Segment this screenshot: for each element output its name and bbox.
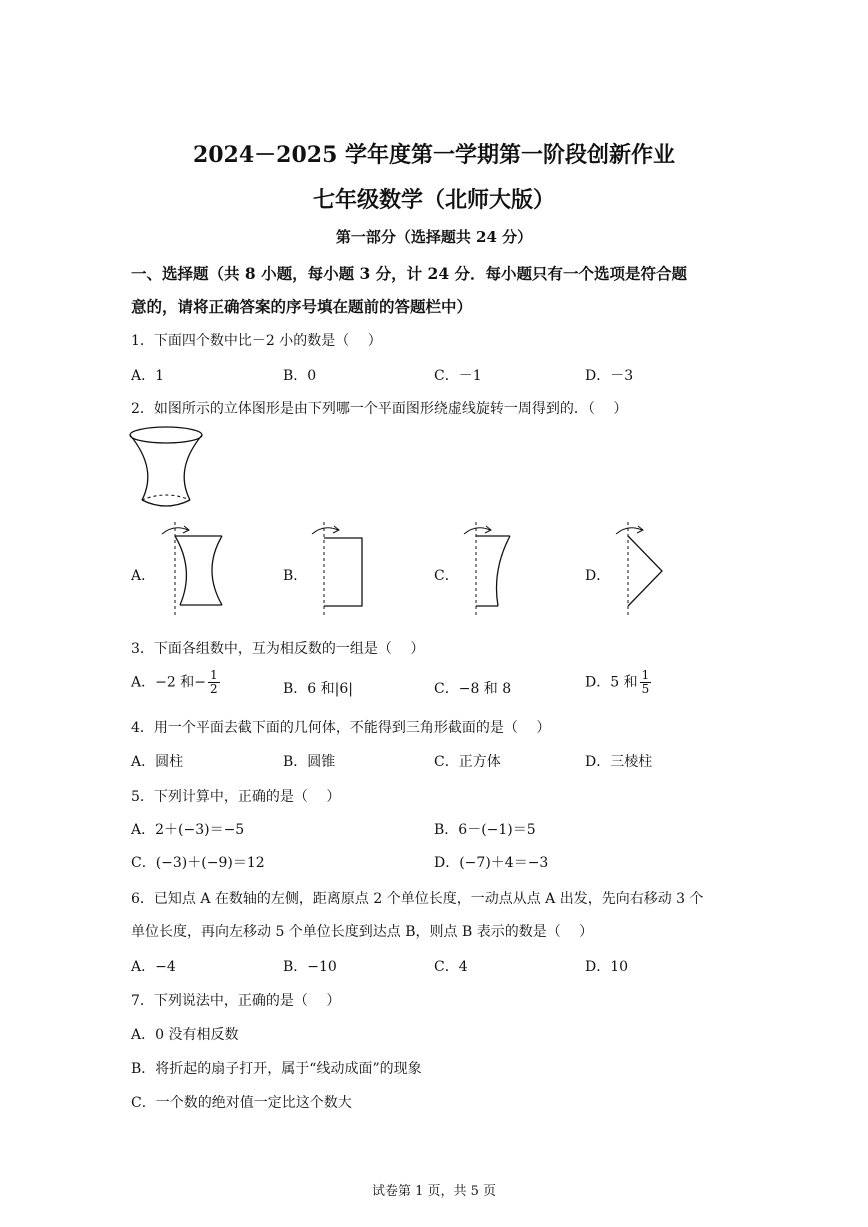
fraction-one-fifth: [640, 669, 652, 696]
question-7-stem: 7．下列说法中，正确的是（ ）: [131, 993, 341, 1009]
page-subtitle: 七年级数学（北师大版）: [312, 187, 555, 213]
question-6-option-d: D．10: [585, 959, 629, 975]
question-6-option-b: B．−10: [283, 959, 337, 975]
question-4-option-a: A．圆柱: [131, 754, 184, 770]
page-footer: 试卷第 1 页，共 5 页: [371, 1184, 497, 1199]
page-title: 2024－2025 学年度第一学期第一阶段创新作业: [192, 142, 676, 168]
question-7-option-a: A．0 没有相反数: [131, 1027, 239, 1043]
question-2-option-c: C．: [434, 568, 459, 584]
option-c-shape: [452, 520, 532, 620]
fraction-denominator: 5: [641, 682, 650, 696]
option-a-text: A．−2 和−: [131, 674, 206, 691]
question-1-option-d: D．－3: [585, 368, 634, 384]
question-6-option-a: A．−4: [131, 959, 176, 975]
question-1-option-c: C．－1: [434, 368, 482, 384]
solid-figure: [128, 424, 208, 514]
question-6-stem-line2: 单位长度，再向左移动 5 个单位长度到达点 B，则点 B 表示的数是（ ）: [131, 924, 594, 940]
part-heading: 第一部分（选择题共 24 分）: [335, 228, 533, 246]
section-heading-line2: 意的，请将正确答案的序号填在题前的答题栏中）: [131, 297, 473, 316]
question-4-stem: 4．用一个平面去截下面的几何体，不能得到三角形截面的是（ ）: [131, 720, 551, 736]
fraction-one-half: [208, 669, 220, 696]
question-6-stem-line1: 6．已知点 A 在数轴的左侧，距离原点 2 个单位长度，一动点从点 A 出发，先向右移动 3 个: [131, 891, 704, 907]
question-3-option-c: C．−8 和 8: [434, 681, 512, 697]
question-5-option-c: C．(−3)＋(−9)＝12: [131, 855, 265, 871]
question-7-option-b: B．将折起的扇子打开，属于“线动成面”的现象: [131, 1061, 422, 1077]
question-1-option-b: B．0: [283, 368, 317, 384]
question-2-option-d: D．: [585, 568, 611, 584]
question-3-stem: 3．下面各组数中，互为相反数的一组是（ ）: [131, 641, 425, 657]
question-3-option-b: B．6 和|6|: [283, 681, 353, 697]
question-3-option-d: [585, 669, 651, 696]
fraction-numerator: 1: [209, 668, 218, 682]
option-b-shape: [300, 520, 380, 620]
question-5-option-d: D．(−7)＋4＝−3: [434, 855, 549, 871]
fraction-denominator: 2: [209, 682, 218, 696]
question-3-option-a: [131, 669, 220, 696]
section-heading-line1: 一、选择题（共 8 小题，每小题 3 分，计 24 分．每小题只有一个选项是符合题: [131, 264, 688, 283]
fraction-numerator: 1: [641, 668, 650, 682]
option-d-shape: [604, 520, 684, 620]
question-2-stem: 2．如图所示的立体图形是由下列哪一个平面图形绕虚线旋转一周得到的．（ ）: [131, 401, 628, 417]
option-d-text: D．5 和: [585, 674, 638, 691]
question-7-option-c: C．一个数的绝对值一定比这个数大: [131, 1095, 352, 1111]
question-5-option-a: A．2＋(−3)＝−5: [131, 822, 245, 838]
question-2-option-a: A．: [131, 568, 156, 584]
question-5-stem: 5．下列计算中，正确的是（ ）: [131, 789, 341, 805]
question-4-option-c: C．正方体: [434, 754, 501, 770]
question-4-option-b: B．圆锥: [283, 754, 336, 770]
question-1-stem: 1．下面四个数中比－2 小的数是（ ）: [131, 333, 382, 349]
question-5-option-b: B．6－(−1)＝5: [434, 822, 536, 838]
option-a-shape: [150, 520, 230, 620]
question-2-option-b: B．: [283, 568, 308, 584]
question-6-option-c: C．4: [434, 959, 468, 975]
question-4-option-d: D．三棱柱: [585, 754, 653, 770]
question-1-option-a: A．1: [131, 368, 165, 384]
